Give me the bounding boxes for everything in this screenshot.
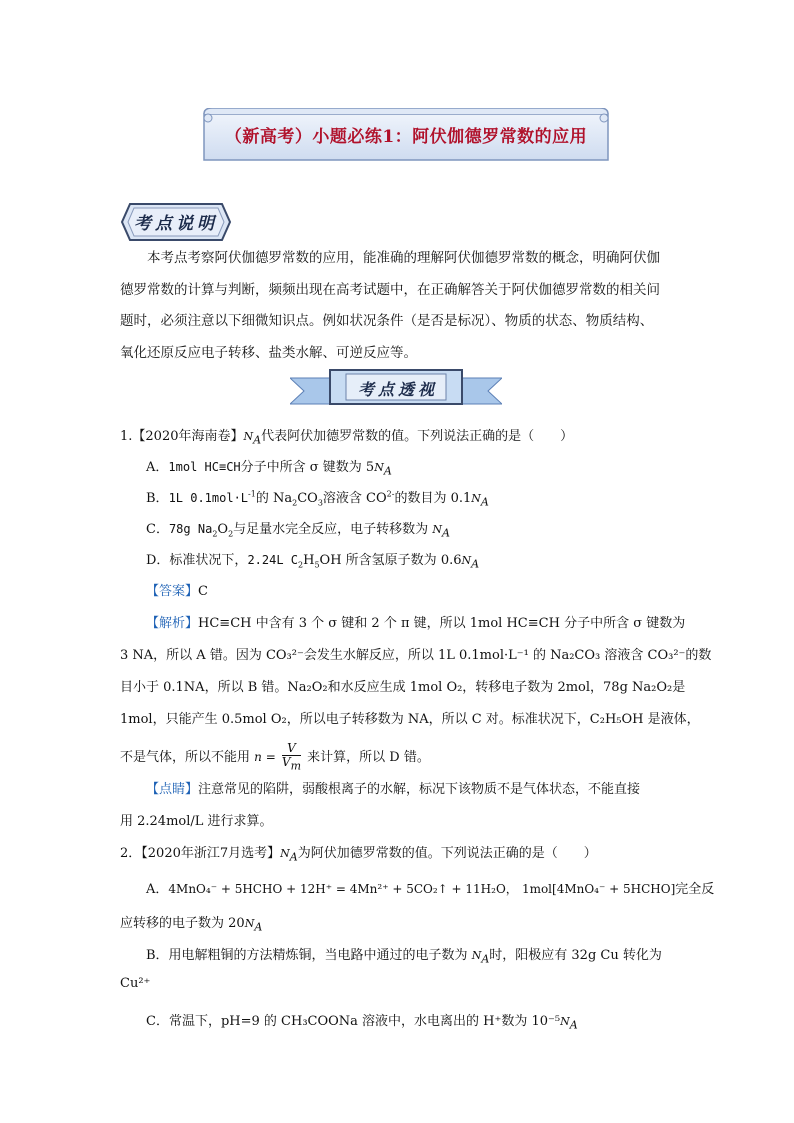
q2-option-c: C．常温下，pH=9 的 CH₃COONa 溶液中，水电离出的 H⁺数为 $10^{-5}N_A$: [146, 1014, 578, 1032]
q1-note-line: 用 2.24mol/L 进行求算。: [120, 814, 273, 829]
section-badge-label: 考点说明: [134, 214, 218, 234]
q1-analysis-line: 【解析】HC≡CH 中含有 3 个 σ 键和 2 个 π 键，所以 1mol HC≡CH 分子中所含 σ 键数为: [146, 616, 686, 631]
q2-stem: 2．【2020年浙江7月选考】$N_A$为阿伏加德罗常数的值。下列说法正确的是（ ）: [120, 846, 597, 864]
section-ribbon-label: 考点透视: [357, 380, 438, 399]
page-title: （新高考）小题必练1：阿伏伽德罗常数的应用: [224, 127, 588, 147]
q1-stem: 1.【2020年海南卷】$N_A$代表阿伏加德罗常数的值。下列说法正确的是（ ）: [120, 429, 574, 447]
intro-line: 题时，必须注意以下细微知识点。例如状况条件（是否是标况）、物质的状态、物质结构、: [120, 313, 654, 329]
q1-option-d: D．标准状况下，2.24L $C_2H_5OH$ 所含氢原子数为 $0.6N_A$: [146, 553, 480, 571]
formula-n: n =: [254, 749, 276, 764]
intro-line: 氧化还原反应电子转移、盐类水解、可逆反应等。: [120, 344, 417, 361]
q1-option-b: B．1L $0.1mol\cdot L^{-1}$的 $Na_2CO_3$溶液含 $CO^{2-}$的数目为 $0.1N_A$: [146, 489, 489, 509]
q1-analysis-formula-line: 不是气体，所以不能用 n = $\frac{V}{V_m}$ 来计算，所以 D 错。: [120, 741, 430, 773]
formula-fraction: $\frac{V}{V_m}$: [281, 741, 302, 773]
q1-analysis-line: 3 NA，所以 A 错。因为 CO₃²⁻会发生水解反应，所以 1L 0.1mol·L⁻¹ 的 Na₂CO₃ 溶液含 CO₃²⁻的数: [120, 648, 712, 663]
q1-option-c: C．78g $Na_2O_2$与足量水完全反应，电子转移数为 $N_A$: [146, 522, 450, 540]
q1-analysis-line: 1mol，只能产生 0.5mol O₂，所以电子转移数为 NA，所以 C 对。标准状况下，C₂H₅OH 是液体，: [120, 712, 700, 727]
q1-note-line: 【点睛】注意常见的陷阱，弱酸根离子的水解，标况下该物质不是气体状态，不能直接: [146, 782, 641, 797]
q1-answer: 【答案】C: [146, 584, 208, 599]
intro-line: 本考点考察阿伏伽德罗常数的应用，能准确的理解阿伏伽德罗常数的概念，明确阿伏伽: [147, 250, 660, 266]
intro-paragraph: [120, 243, 676, 369]
q1-analysis-line: 目小于 0.1NA，所以 B 错。Na₂O₂和水反应生成 1mol O₂，转移电子数为 2mol，78g Na₂O₂是: [120, 680, 686, 695]
q2-option-a-cont: 应转移的电子数为 $20N_A$: [120, 916, 263, 934]
q2-option-b: B．用电解粗铜的方法精炼铜，当电路中通过的电子数为 $N_A$时，阳极应有 32g Cu 转化为: [146, 948, 662, 966]
q2-option-a: A．4MnO₄⁻ + 5HCHO + 12H⁺ = 4Mn²⁺ + 5CO₂↑ + 11H₂O， 1mol[4MnO₄⁻ + 5HCHO]完全反: [146, 882, 715, 897]
intro-line: 德罗常数的计算与判断，频频出现在高考试题中，在正确解答关于阿伏伽德罗常数的相关问: [120, 281, 660, 298]
q1-option-a: A．1mol HC≡CH分子中所含 σ 键数为 $5N_A$: [146, 460, 392, 478]
q2-option-b-cont: Cu²⁺: [120, 976, 151, 991]
